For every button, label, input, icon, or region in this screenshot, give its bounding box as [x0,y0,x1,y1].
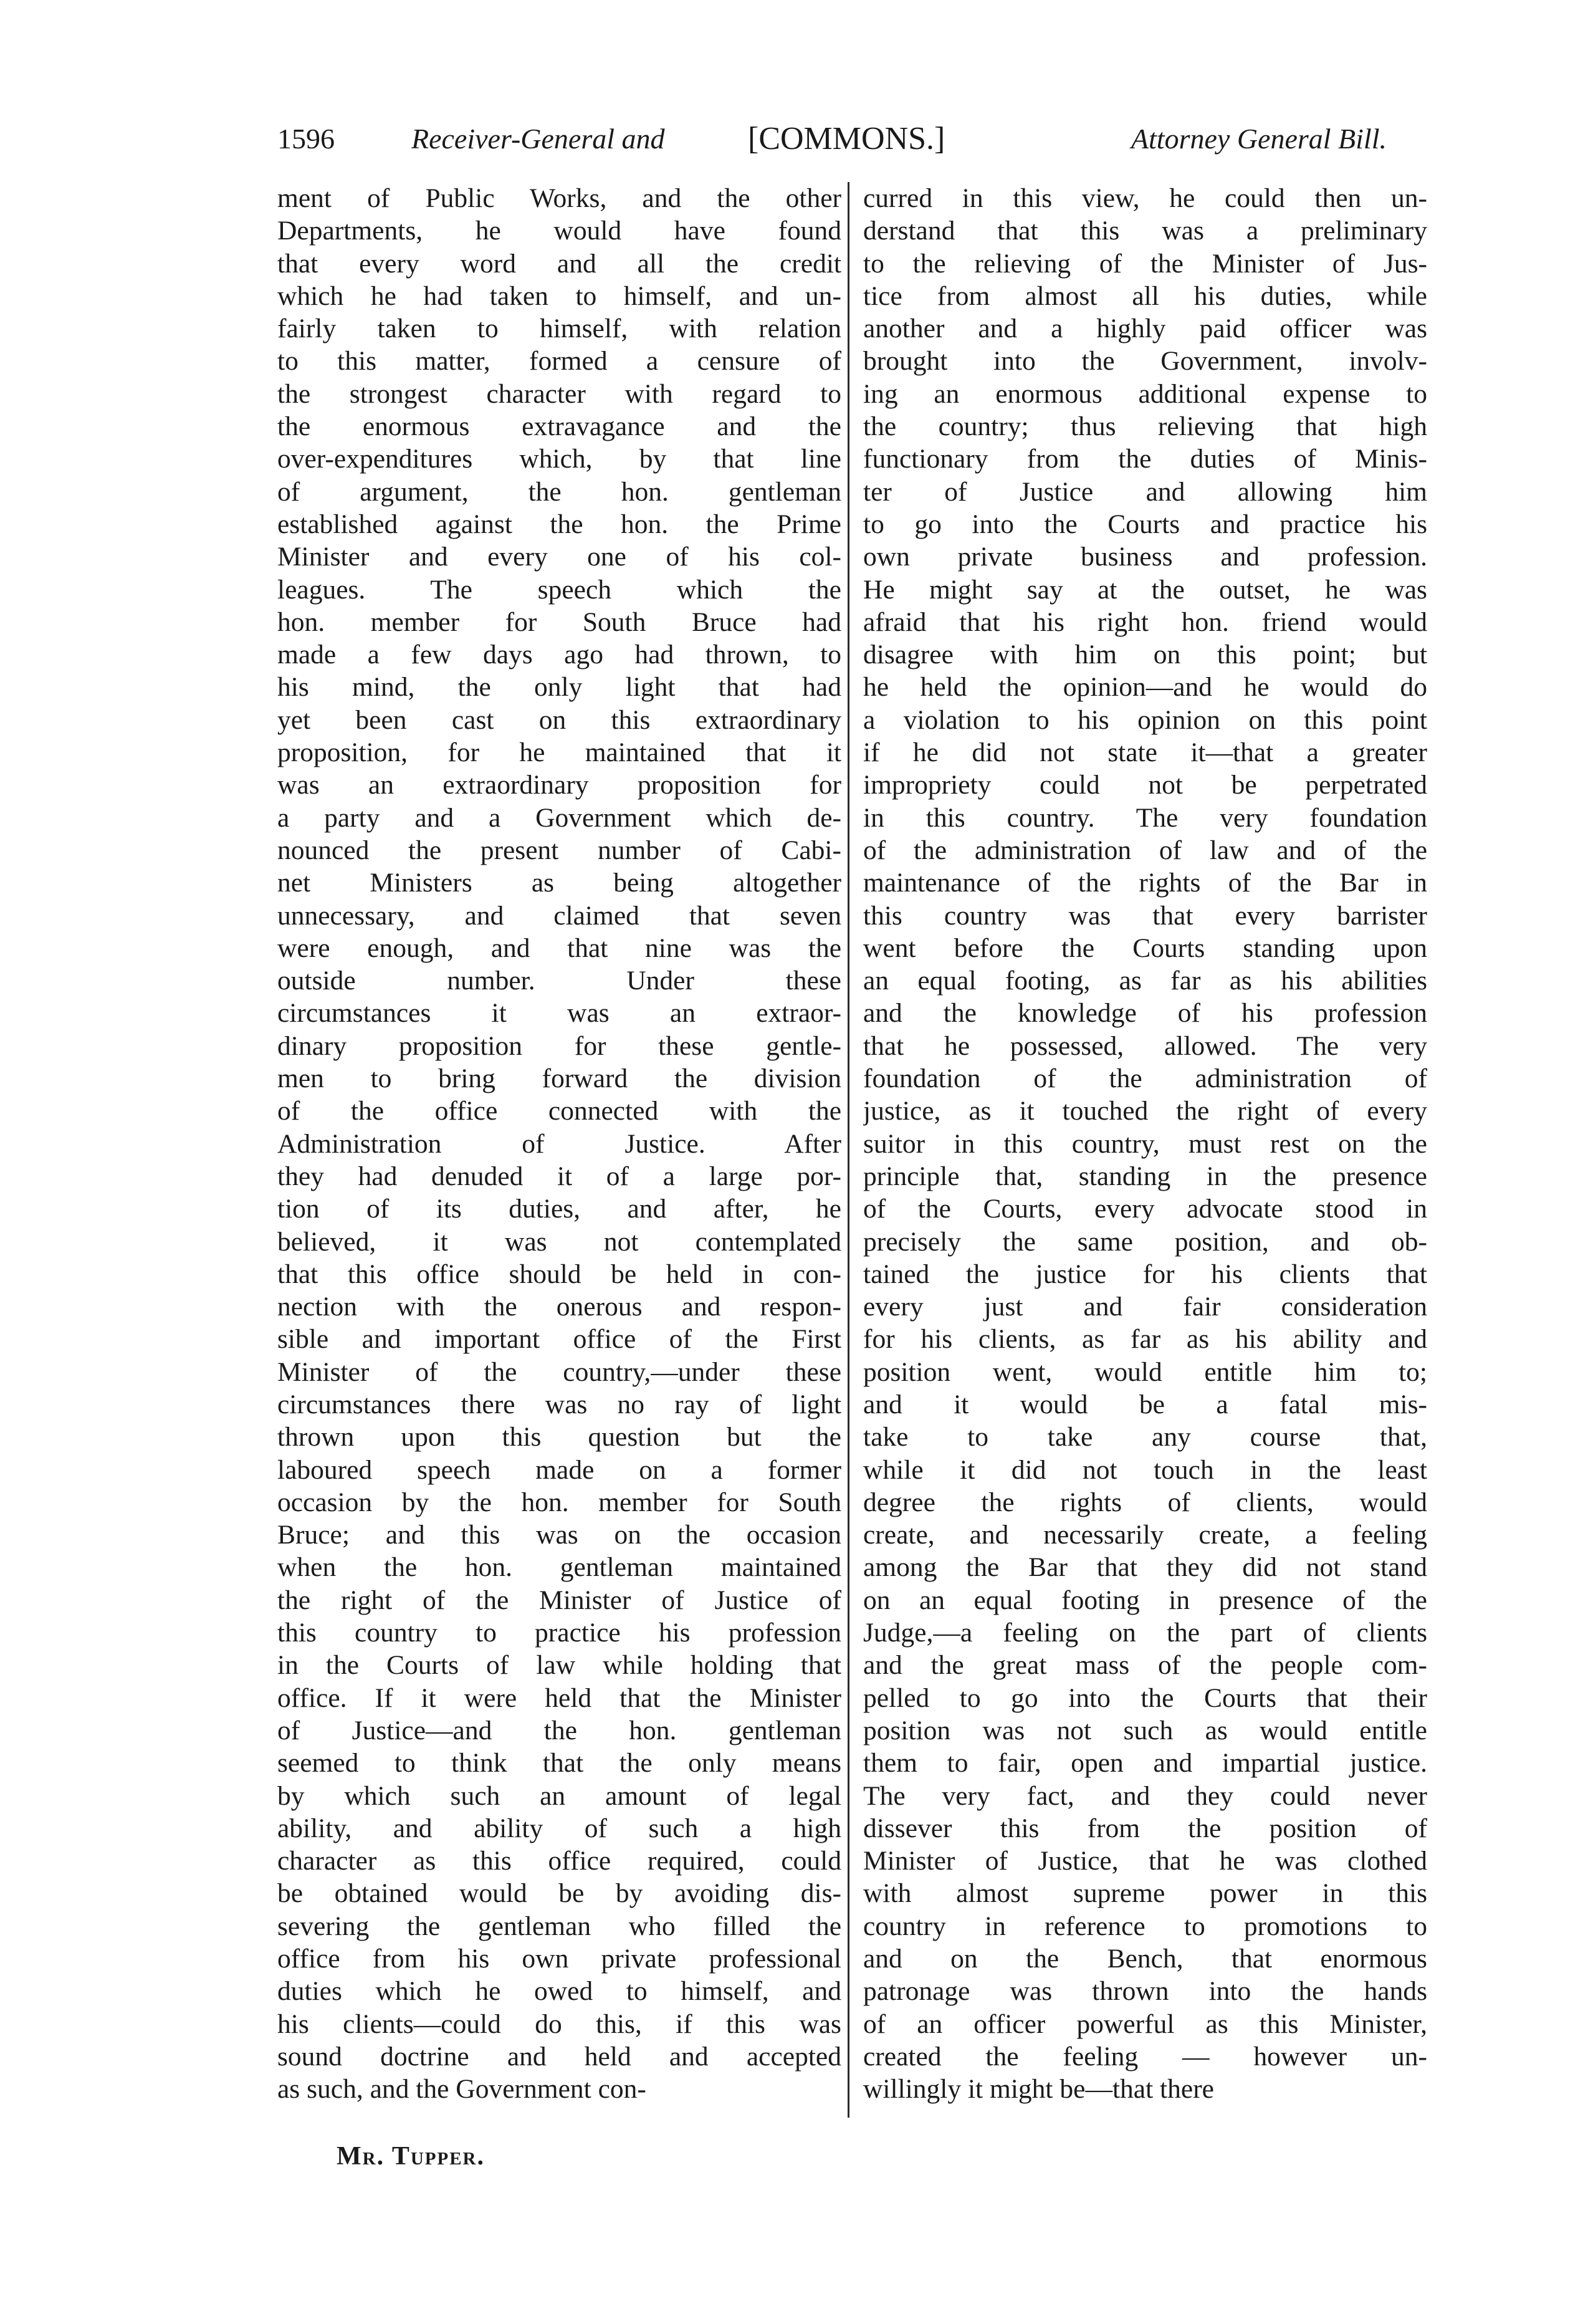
text-line: dissever this from the position of [863,1813,1427,1843]
text-line: functionary from the duties of Minis- [863,444,1427,474]
text-line: circumstances there was no ray of light [277,1389,841,1419]
text-line: country in reference to promotions to [863,1911,1427,1941]
text-line: occasion by the hon. member for South [277,1487,841,1517]
text-line: dinary proposition for these gentle- [277,1030,841,1061]
text-line: as such, and the Government con- [277,2074,646,2105]
text-line: every just and fair consideration [863,1292,1427,1322]
text-line: that every word and all the credit [277,248,841,279]
text-line: ing an enormous additional expense to [863,378,1427,409]
text-line: another and a highly paid officer was [863,314,1427,344]
text-line: them to fair, open and impartial justice. [863,1748,1427,1779]
text-line: the country; thus relieving that high [863,411,1427,442]
text-line: of argument, the hon. gentleman [277,476,841,507]
text-line: when the hon. gentleman maintained [277,1552,841,1583]
text-line: degree the rights of clients, would [863,1487,1427,1517]
text-line: and on the Bench, that enormous [863,1944,1427,1974]
text-line: nection with the onerous and respon- [277,1292,841,1322]
text-line: by which such an amount of legal [277,1780,841,1811]
text-line: men to bring forward the division [277,1064,841,1094]
text-line: nounced the present number of Cabi- [277,835,841,865]
text-line: in the Courts of law while holding that [277,1650,841,1681]
text-line: precisely the same position, and ob- [863,1226,1427,1257]
header-center-title: [COMMONS.] [748,121,945,156]
text-line: foundation of the administration of [863,1064,1427,1094]
text-line: maintenance of the rights of the Bar in [863,868,1427,898]
text-line: this country was that every barrister [863,900,1427,931]
text-line: suitor in this country, must rest on the [863,1128,1427,1159]
header-left-title: Receiver-General and [411,123,665,155]
text-line: of the office connected with the [277,1096,841,1126]
text-line: over-expenditures which, by that line [277,444,841,474]
text-line: derstand that this was a preliminary [863,216,1427,246]
text-line: this country to practice his profession [277,1618,841,1648]
text-line: of Justice—and the hon. gentleman [277,1715,841,1745]
text-line: net Ministers as being altogether [277,868,841,898]
text-line: sound doctrine and held and accepted [277,2041,841,2072]
text-line: position was not such as would entitle [863,1715,1427,1745]
text-line: seemed to think that the only means [277,1748,841,1779]
text-line: position went, would entitle him to; [863,1356,1427,1387]
text-line: were enough, and that nine was the [277,933,841,963]
text-line: create, and necessarily create, a feeling [863,1520,1427,1550]
text-line: pelled to go into the Courts that their [863,1683,1427,1713]
text-line: he held the opinion—and he would do [863,672,1427,703]
text-line: Administration of Justice. After [277,1128,841,1159]
text-line: created the feeling — however un- [863,2041,1427,2072]
text-line: fairly taken to himself, with relation [277,314,841,344]
text-line: circumstances it was an extraor- [277,998,841,1029]
text-line: brought into the Government, involv- [863,346,1427,377]
text-line: proposition, for he maintained that it [277,737,841,768]
left-column [277,182,841,2106]
text-line: ability, and ability of such a high [277,1813,841,1843]
text-line: Minister and every one of his col- [277,542,841,572]
text-line: believed, it was not contemplated [277,1226,841,1257]
text-line: that he possessed, allowed. The very [863,1030,1427,1061]
text-line: outside number. Under these [277,966,841,996]
text-line: justice, as it touched the right of every [863,1096,1427,1126]
text-line: laboured speech made on a former [277,1454,841,1485]
text-line: unnecessary, and claimed that seven [277,900,841,931]
text-line: the strongest character with regard to [277,378,841,409]
text-line: afraid that his right hon. friend would [863,607,1427,637]
text-line: duties which he owed to himself, and [277,1976,841,2007]
text-line: curred in this view, he could then un- [863,183,1427,213]
text-line: to the relieving of the Minister of Jus- [863,248,1427,279]
text-line: and the great mass of the people com- [863,1650,1427,1681]
text-line: ment of Public Works, and the other [277,183,841,213]
text-line: they had denuded it of a large por- [277,1161,841,1191]
running-header [277,117,1387,161]
text-line: be obtained would be by avoiding dis- [277,1878,841,1909]
header-right-title: Attorney General Bill. [1131,123,1387,155]
text-line: and it would be a fatal mis- [863,1389,1427,1419]
text-line: yet been cast on this extraordinary [277,704,841,735]
text-line: his mind, the only light that had [277,672,841,703]
text-line: which he had taken to himself, and un- [277,281,841,311]
text-line: leagues. The speech which the [277,574,841,605]
text-line: Minister of the country,—under these [277,1356,841,1387]
text-line: office from his own private professional [277,1944,841,1974]
text-line: tion of its duties, and after, he [277,1194,841,1224]
text-line: his clients—could do this, if this was [277,2009,841,2039]
text-line: that this office should be held in con- [277,1259,841,1289]
text-line: tice from almost all his duties, while [863,281,1427,311]
text-line: Bruce; and this was on the occasion [277,1520,841,1550]
text-line: an equal footing, as far as his abilities [863,966,1427,996]
speaker-name: Mr. Tupper. [337,2142,485,2171]
text-line: to this matter, formed a censure of [277,346,841,377]
text-line: tained the justice for his clients that [863,1259,1427,1289]
text-line: take to take any course that, [863,1422,1427,1452]
text-line: Judge,—a feeling on the part of clients [863,1618,1427,1648]
text-line: if he did not state it—that a greater [863,737,1427,768]
text-line: a violation to his opinion on this point [863,704,1427,735]
right-column [863,182,1427,2106]
text-line: willingly it might be—that there [863,2074,1214,2105]
text-line: own private business and profession. [863,542,1427,572]
text-line: the right of the Minister of Justice of [277,1585,841,1615]
text-line: established against the hon. the Prime [277,509,841,539]
text-line: was an extraordinary proposition for [277,770,841,800]
text-line: went before the Courts standing upon [863,933,1427,963]
text-line: ter of Justice and allowing him [863,476,1427,507]
text-line: with almost supreme power in this [863,1878,1427,1909]
text-line: the enormous extravagance and the [277,411,841,442]
text-line: hon. member for South Bruce had [277,607,841,637]
page-number: 1596 [277,123,335,155]
text-line: principle that, standing in the presence [863,1161,1427,1191]
text-line: of the administration of law and of the [863,835,1427,865]
text-line: among the Bar that they did not stand [863,1552,1427,1583]
text-line: in this country. The very foundation [863,802,1427,833]
text-line: character as this office required, could [277,1846,841,1876]
text-line: for his clients, as far as his ability and [863,1324,1427,1355]
text-line: office. If it were held that the Minister [277,1683,841,1713]
text-line: severing the gentleman who filled the [277,1911,841,1941]
text-line: to go into the Courts and practice his [863,509,1427,539]
text-line: The very fact, and they could never [863,1780,1427,1811]
text-line: patronage was thrown into the hands [863,1976,1427,2007]
text-line: thrown upon this question but the [277,1422,841,1452]
text-line: and the knowledge of his profession [863,998,1427,1029]
text-line: of an officer powerful as this Minister, [863,2009,1427,2039]
text-line: He might say at the outset, he was [863,574,1427,605]
text-line: made a few days ago had thrown, to [277,640,841,670]
text-line: a party and a Government which de- [277,802,841,833]
text-line: disagree with him on this point; but [863,640,1427,670]
text-line: Departments, he would have found [277,216,841,246]
text-line: sible and important office of the First [277,1324,841,1355]
column-divider [848,182,849,2118]
text-line: Minister of Justice, that he was clothed [863,1846,1427,1876]
text-line: on an equal footing in presence of the [863,1585,1427,1615]
text-line: impropriety could not be perpetrated [863,770,1427,800]
text-line: while it did not touch in the least [863,1454,1427,1485]
text-line: of the Courts, every advocate stood in [863,1194,1427,1224]
